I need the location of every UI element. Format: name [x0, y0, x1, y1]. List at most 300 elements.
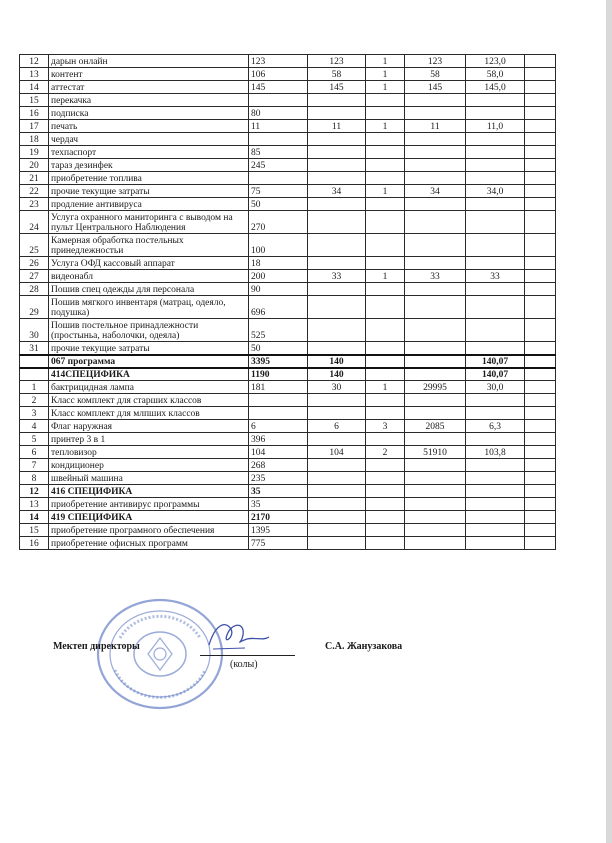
spent-amount-cell — [308, 319, 366, 342]
unit-price-cell — [405, 94, 466, 107]
empty-cell — [525, 55, 556, 68]
spent-amount-cell — [308, 172, 366, 185]
unit-price-cell — [405, 524, 466, 537]
total-cell: 33 — [466, 270, 525, 283]
plan-amount-cell: 11 — [249, 120, 308, 133]
empty-cell — [525, 433, 556, 446]
quantity-cell — [366, 394, 405, 407]
quantity-cell — [366, 485, 405, 498]
table-row — [20, 211, 556, 234]
row-number-cell — [20, 355, 49, 368]
quantity-cell — [366, 146, 405, 159]
quantity-cell — [366, 537, 405, 550]
spent-amount-cell: 140 — [308, 355, 366, 368]
table-row — [20, 420, 556, 433]
empty-cell — [525, 107, 556, 120]
quantity-cell — [366, 319, 405, 342]
unit-price-cell — [405, 537, 466, 550]
row-number-cell: 25 — [20, 234, 49, 257]
row-number-cell: 20 — [20, 159, 49, 172]
row-number-cell: 8 — [20, 472, 49, 485]
signature-caption: (колы) — [230, 659, 258, 670]
plan-amount-cell: 80 — [249, 107, 308, 120]
table-row — [20, 68, 556, 81]
item-name-cell: 414СПЕЦИФИКА — [49, 368, 249, 381]
row-number-cell: 1 — [20, 381, 49, 394]
unit-price-cell — [405, 146, 466, 159]
empty-cell — [525, 355, 556, 368]
spent-amount-cell — [308, 133, 366, 146]
plan-amount-cell: 106 — [249, 68, 308, 81]
total-cell — [466, 407, 525, 420]
spent-amount-cell: 104 — [308, 446, 366, 459]
item-name-cell: швейный машина — [49, 472, 249, 485]
quantity-cell — [366, 283, 405, 296]
plan-amount-cell: 181 — [249, 381, 308, 394]
quantity-cell: 1 — [366, 81, 405, 94]
empty-cell — [525, 94, 556, 107]
item-name-cell: Пошив спец одежды для персонала — [49, 283, 249, 296]
unit-price-cell — [405, 319, 466, 342]
item-name-cell: приобретение антивирус программы — [49, 498, 249, 511]
total-cell: 145,0 — [466, 81, 525, 94]
total-cell — [466, 94, 525, 107]
unit-price-cell — [405, 133, 466, 146]
total-cell — [466, 159, 525, 172]
total-cell — [466, 472, 525, 485]
item-name-cell: тараз дезинфек — [49, 159, 249, 172]
table-row — [20, 407, 556, 420]
row-number-cell: 28 — [20, 283, 49, 296]
quantity-cell — [366, 342, 405, 355]
row-number-cell: 30 — [20, 319, 49, 342]
plan-amount-cell: 696 — [249, 296, 308, 319]
row-number-cell: 4 — [20, 420, 49, 433]
empty-cell — [525, 511, 556, 524]
quantity-cell — [366, 172, 405, 185]
empty-cell — [525, 283, 556, 296]
row-number-cell: 24 — [20, 211, 49, 234]
total-cell — [466, 511, 525, 524]
signer-name: С.А. Жанузакова — [325, 641, 403, 652]
empty-cell — [525, 133, 556, 146]
unit-price-cell — [405, 159, 466, 172]
row-number-cell: 7 — [20, 459, 49, 472]
table-row — [20, 159, 556, 172]
plan-amount-cell: 270 — [249, 211, 308, 234]
unit-price-cell — [405, 407, 466, 420]
empty-cell — [525, 485, 556, 498]
unit-price-cell — [405, 485, 466, 498]
table-row — [20, 296, 556, 319]
unit-price-cell — [405, 296, 466, 319]
row-number-cell: 31 — [20, 342, 49, 355]
spent-amount-cell: 58 — [308, 68, 366, 81]
total-cell — [466, 133, 525, 146]
total-cell — [466, 342, 525, 355]
table-row — [20, 198, 556, 211]
row-number-cell — [20, 368, 49, 381]
spent-amount-cell: 123 — [308, 55, 366, 68]
empty-cell — [525, 459, 556, 472]
quantity-cell — [366, 211, 405, 234]
total-cell: 6,3 — [466, 420, 525, 433]
row-number-cell: 15 — [20, 94, 49, 107]
item-name-cell: подписка — [49, 107, 249, 120]
empty-cell — [525, 185, 556, 198]
spent-amount-cell — [308, 537, 366, 550]
plan-amount-cell: 18 — [249, 257, 308, 270]
item-name-cell: Пошив мягкого инвентаря (матрац, одеяло, подушка) — [49, 296, 249, 319]
item-name-cell: 067 программа — [49, 355, 249, 368]
table-row — [20, 498, 556, 511]
total-cell — [466, 459, 525, 472]
item-name-cell: Услуга охранного маниторинга с выводом на пульт Центрального Наблюдения — [49, 211, 249, 234]
plan-amount-cell: 50 — [249, 342, 308, 355]
quantity-cell — [366, 459, 405, 472]
unit-price-cell: 34 — [405, 185, 466, 198]
quantity-cell — [366, 107, 405, 120]
item-name-cell: тепловизор — [49, 446, 249, 459]
row-number-cell: 12 — [20, 485, 49, 498]
plan-amount-cell: 200 — [249, 270, 308, 283]
plan-amount-cell — [249, 394, 308, 407]
table-row — [20, 472, 556, 485]
empty-cell — [525, 172, 556, 185]
empty-cell — [525, 146, 556, 159]
item-name-cell: 419 СПЕЦИФИКА — [49, 511, 249, 524]
row-number-cell: 14 — [20, 81, 49, 94]
quantity-cell — [366, 511, 405, 524]
unit-price-cell — [405, 368, 466, 381]
total-cell — [466, 257, 525, 270]
spent-amount-cell — [308, 498, 366, 511]
spent-amount-cell — [308, 211, 366, 234]
table-row — [20, 283, 556, 296]
table-row — [20, 55, 556, 68]
quantity-cell — [366, 234, 405, 257]
plan-amount-cell: 35 — [249, 498, 308, 511]
table-row — [20, 133, 556, 146]
spent-amount-cell: 140 — [308, 368, 366, 381]
spent-amount-cell — [308, 524, 366, 537]
row-number-cell: 13 — [20, 68, 49, 81]
plan-amount-cell: 145 — [249, 81, 308, 94]
row-number-cell: 17 — [20, 120, 49, 133]
unit-price-cell: 51910 — [405, 446, 466, 459]
signature-line — [200, 655, 295, 656]
total-cell — [466, 485, 525, 498]
row-number-cell: 5 — [20, 433, 49, 446]
row-number-cell: 12 — [20, 55, 49, 68]
total-cell: 34,0 — [466, 185, 525, 198]
spent-amount-cell: 33 — [308, 270, 366, 283]
spent-amount-cell — [308, 234, 366, 257]
budget-table-body — [20, 55, 556, 550]
unit-price-cell: 2085 — [405, 420, 466, 433]
unit-price-cell — [405, 472, 466, 485]
spent-amount-cell — [308, 107, 366, 120]
plan-amount-cell — [249, 133, 308, 146]
spent-amount-cell — [308, 485, 366, 498]
item-name-cell: печать — [49, 120, 249, 133]
spent-amount-cell: 145 — [308, 81, 366, 94]
empty-cell — [525, 211, 556, 234]
empty-cell — [525, 407, 556, 420]
unit-price-cell: 29995 — [405, 381, 466, 394]
row-number-cell: 16 — [20, 107, 49, 120]
empty-cell — [525, 270, 556, 283]
plan-amount-cell — [249, 407, 308, 420]
row-number-cell: 26 — [20, 257, 49, 270]
plan-amount-cell: 75 — [249, 185, 308, 198]
spent-amount-cell — [308, 511, 366, 524]
item-name-cell: прочие текущие затраты — [49, 185, 249, 198]
row-number-cell: 16 — [20, 537, 49, 550]
unit-price-cell — [405, 355, 466, 368]
quantity-cell — [366, 296, 405, 319]
plan-amount-cell: 396 — [249, 433, 308, 446]
unit-price-cell: 123 — [405, 55, 466, 68]
spent-amount-cell — [308, 342, 366, 355]
item-name-cell: дарын онлайн — [49, 55, 249, 68]
table-row — [20, 94, 556, 107]
row-number-cell: 22 — [20, 185, 49, 198]
total-cell — [466, 433, 525, 446]
total-cell: 30,0 — [466, 381, 525, 394]
table-row — [20, 511, 556, 524]
total-cell — [466, 498, 525, 511]
quantity-cell: 1 — [366, 381, 405, 394]
spent-amount-cell — [308, 407, 366, 420]
total-cell: 140,07 — [466, 355, 525, 368]
official-seal-icon — [95, 598, 225, 710]
row-number-cell: 23 — [20, 198, 49, 211]
empty-cell — [525, 198, 556, 211]
plan-amount-cell: 104 — [249, 446, 308, 459]
unit-price-cell — [405, 172, 466, 185]
total-cell — [466, 146, 525, 159]
quantity-cell — [366, 368, 405, 381]
row-number-cell: 19 — [20, 146, 49, 159]
unit-price-cell: 145 — [405, 81, 466, 94]
spent-amount-cell: 34 — [308, 185, 366, 198]
total-cell — [466, 172, 525, 185]
item-name-cell: видеонабл — [49, 270, 249, 283]
total-cell: 140,07 — [466, 368, 525, 381]
empty-cell — [525, 319, 556, 342]
plan-amount-cell: 268 — [249, 459, 308, 472]
quantity-cell — [366, 472, 405, 485]
unit-price-cell — [405, 433, 466, 446]
handwritten-signature-icon — [205, 615, 275, 655]
plan-amount-cell: 123 — [249, 55, 308, 68]
item-name-cell: техпаспорт — [49, 146, 249, 159]
row-number-cell: 2 — [20, 394, 49, 407]
item-name-cell: кондиционер — [49, 459, 249, 472]
item-name-cell: чердач — [49, 133, 249, 146]
director-label: Мектеп директоры — [53, 641, 140, 652]
item-name-cell: Флаг наружная — [49, 420, 249, 433]
table-row — [20, 120, 556, 133]
item-name-cell: аттестат — [49, 81, 249, 94]
item-name-cell: контент — [49, 68, 249, 81]
unit-price-cell — [405, 211, 466, 234]
spent-amount-cell — [308, 159, 366, 172]
empty-cell — [525, 498, 556, 511]
table-row — [20, 146, 556, 159]
item-name-cell: продление антивируса — [49, 198, 249, 211]
total-cell — [466, 211, 525, 234]
empty-cell — [525, 296, 556, 319]
row-number-cell: 21 — [20, 172, 49, 185]
table-row — [20, 394, 556, 407]
plan-amount-cell: 1395 — [249, 524, 308, 537]
empty-cell — [525, 81, 556, 94]
table-row — [20, 319, 556, 342]
table-row — [20, 172, 556, 185]
spent-amount-cell — [308, 459, 366, 472]
empty-cell — [525, 120, 556, 133]
item-name-cell: приобретение офисных программ — [49, 537, 249, 550]
unit-price-cell: 58 — [405, 68, 466, 81]
plan-amount-cell: 3395 — [249, 355, 308, 368]
table-row — [20, 81, 556, 94]
unit-price-cell — [405, 283, 466, 296]
table-row — [20, 185, 556, 198]
table-row — [20, 459, 556, 472]
total-cell — [466, 296, 525, 319]
item-name-cell: прочие текущие затраты — [49, 342, 249, 355]
spent-amount-cell — [308, 257, 366, 270]
spent-amount-cell — [308, 394, 366, 407]
total-cell — [466, 537, 525, 550]
table-row — [20, 234, 556, 257]
empty-cell — [525, 381, 556, 394]
unit-price-cell — [405, 198, 466, 211]
unit-price-cell — [405, 459, 466, 472]
empty-cell — [525, 394, 556, 407]
quantity-cell: 1 — [366, 55, 405, 68]
quantity-cell — [366, 524, 405, 537]
item-name-cell: Класс комплект для млпших классов — [49, 407, 249, 420]
unit-price-cell — [405, 498, 466, 511]
table-row — [20, 368, 556, 381]
unit-price-cell: 33 — [405, 270, 466, 283]
total-cell: 103,8 — [466, 446, 525, 459]
unit-price-cell — [405, 107, 466, 120]
item-name-cell: бактрицидная лампа — [49, 381, 249, 394]
empty-cell — [525, 68, 556, 81]
table-row — [20, 537, 556, 550]
empty-cell — [525, 159, 556, 172]
total-cell: 58,0 — [466, 68, 525, 81]
plan-amount-cell: 90 — [249, 283, 308, 296]
unit-price-cell — [405, 511, 466, 524]
budget-table — [19, 54, 556, 550]
row-number-cell: 3 — [20, 407, 49, 420]
item-name-cell: 416 СПЕЦИФИКА — [49, 485, 249, 498]
empty-cell — [525, 537, 556, 550]
total-cell — [466, 198, 525, 211]
spent-amount-cell — [308, 94, 366, 107]
plan-amount-cell: 35 — [249, 485, 308, 498]
item-name-cell: Пошив постельное принадлежности (простыньа, наболочки, одеяла) — [49, 319, 249, 342]
empty-cell — [525, 446, 556, 459]
unit-price-cell: 11 — [405, 120, 466, 133]
table-row — [20, 342, 556, 355]
empty-cell — [525, 342, 556, 355]
plan-amount-cell: 235 — [249, 472, 308, 485]
empty-cell — [525, 524, 556, 537]
spent-amount-cell: 11 — [308, 120, 366, 133]
plan-amount-cell: 50 — [249, 198, 308, 211]
quantity-cell — [366, 498, 405, 511]
item-name-cell: приобретение топлива — [49, 172, 249, 185]
table-row — [20, 270, 556, 283]
unit-price-cell — [405, 394, 466, 407]
plan-amount-cell: 1190 — [249, 368, 308, 381]
quantity-cell: 3 — [366, 420, 405, 433]
page-edge-shadow — [606, 0, 612, 843]
spent-amount-cell: 30 — [308, 381, 366, 394]
plan-amount-cell — [249, 172, 308, 185]
item-name-cell: приобретение програмного обеспечения — [49, 524, 249, 537]
total-cell: 11,0 — [466, 120, 525, 133]
row-number-cell: 15 — [20, 524, 49, 537]
row-number-cell: 29 — [20, 296, 49, 319]
plan-amount-cell: 85 — [249, 146, 308, 159]
item-name-cell: Камерная обработка постельных принедлежностьи — [49, 234, 249, 257]
spent-amount-cell — [308, 472, 366, 485]
quantity-cell — [366, 159, 405, 172]
total-cell: 123,0 — [466, 55, 525, 68]
spent-amount-cell — [308, 296, 366, 319]
empty-cell — [525, 257, 556, 270]
table-row — [20, 381, 556, 394]
spent-amount-cell — [308, 283, 366, 296]
plan-amount-cell — [249, 94, 308, 107]
plan-amount-cell: 2170 — [249, 511, 308, 524]
table-row — [20, 433, 556, 446]
table-row — [20, 485, 556, 498]
table-row — [20, 107, 556, 120]
row-number-cell: 13 — [20, 498, 49, 511]
plan-amount-cell: 245 — [249, 159, 308, 172]
empty-cell — [525, 368, 556, 381]
item-name-cell: перекачка — [49, 94, 249, 107]
plan-amount-cell: 775 — [249, 537, 308, 550]
row-number-cell: 14 — [20, 511, 49, 524]
spent-amount-cell — [308, 146, 366, 159]
quantity-cell — [366, 407, 405, 420]
total-cell — [466, 319, 525, 342]
quantity-cell: 1 — [366, 120, 405, 133]
table-row — [20, 524, 556, 537]
quantity-cell — [366, 94, 405, 107]
quantity-cell: 1 — [366, 270, 405, 283]
row-number-cell: 18 — [20, 133, 49, 146]
plan-amount-cell: 525 — [249, 319, 308, 342]
item-name-cell: принтер 3 в 1 — [49, 433, 249, 446]
total-cell — [466, 107, 525, 120]
quantity-cell — [366, 257, 405, 270]
empty-cell — [525, 472, 556, 485]
quantity-cell — [366, 433, 405, 446]
plan-amount-cell: 100 — [249, 234, 308, 257]
total-cell — [466, 283, 525, 296]
quantity-cell: 2 — [366, 446, 405, 459]
